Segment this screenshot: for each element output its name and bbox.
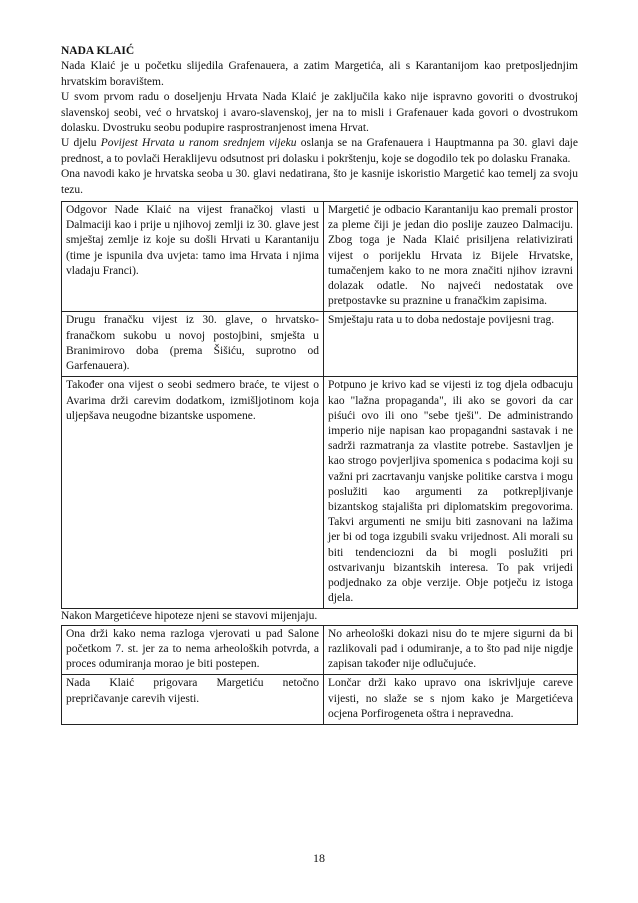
page-content [61, 44, 578, 725]
table-row [62, 312, 578, 377]
body-paragraph-4: Ona navodi kako je hrvatska seoba u 30. glavi nedatirana, što je kasnije iskoristio Margetić kao temelj za svoju tezu. [61, 168, 578, 196]
comparison-table-1 [61, 201, 578, 609]
table-cell-right: Potpuno je krivo kad se vijesti iz tog djela odbacuju kao "lažna propaganda", ili ako se govori da car piśući ovo ili ono "sebe tješi". De administrando imperio nije napisan kao propagandni sastavak i ne sadrži razmatranja za vlastite potrebe. Sastavljen je kao strogo povjerljiva spomenica s podacima koji su važni pri zacrtavanju vanjske politike carstva i mogu poslužiti kao argumenti za potkrepljivanje bizantskog stajališta pri diplomatskim pregovorima. Takvi argumenti ne smiju biti zasnovani na lažima jer bi od toga izgubili svaku vrijednost. Ali morali su biti tendenciozni da bi mogli poslužiti pri ostvarivanju bizantskih interesa. To pak vrijedi podjednako za obje verzije. Obje potječu iz istoga djela. [324, 377, 578, 609]
body-paragraph-3 [61, 136, 578, 167]
work-intro: U djelu [61, 137, 101, 150]
table-cell-left: Također ona vijest o seobi sedmero braće, te vijest o Avarima drži carevim dodatkom, izmišljotinom koja uljepšava neugodne bizantske uspomene. [62, 377, 324, 609]
section-heading: NADA KLAIĆ [61, 45, 135, 57]
table-row [62, 377, 578, 609]
table-row [62, 625, 578, 675]
table-cell-right: Margetić je odbacio Karantaniju kao premali prostor za pleme čiji je jedan dio poslije zauzeo Dalmaciju. Zbog toga je Nada Klaić prisiljena relativizirati vijest o porijeklu Hrvata iz Bijele Hrvatske, tumačenjem kako to ne mora značiti njihov izravni dolazak odatle. No najveći nedostatak ove pretpostavke su praznine u franačkim zapisima. [324, 202, 578, 312]
table-row [62, 675, 578, 725]
table-cell-left: Nada Klaić prigovara Margetiću netočno prepričavanje carevih vijesti. [62, 675, 324, 725]
table-cell-right: Lončar drži kako upravo ona iskrivljuje careve vijesti, no slaže se s njom kako je Margetićeva ocjena Porfirogeneta oštra i nepravedna. [324, 675, 578, 725]
table-cell-left: Odgovor Nade Klaić na vijest franačkoj vlasti u Dalmaciji kao i prije u njihovoj zemlji iz 30. glave jest smještaj zemlje iz koje su došli Hrvati u Karantaniju (time je ispunila dva uvjeta: tamo ima Hrvata i njima vladaju Franci). [62, 202, 324, 312]
body-paragraph-2: U svom prvom radu o doseljenju Hrvata Nada Klaić je zaključila kako nije ispravno govoriti o dvostrukoj slavenskoj seobi, već o hrvatskoj i avaro-slavenskoj, jer na to misli i Grafenauer kada govori o dvostrukom dolasku. Dvostruku seobu podupire rasprostranjenost imena Hrvat. [61, 91, 578, 135]
table-cell-left: Drugu franačku vijest iz 30. glave, o hrvatsko-franačkom sukobu u novoj postojbini, smješta u Branimirovo doba (prema Šišiću, suprotno od Garfenauera). [62, 312, 324, 377]
table-cell-right: No arheološki dokazi nisu do te mjere sigurni da bi razlikovali pad i odumiranje, a to što pad nije nigdje zapisan također nije odlučujuće. [324, 625, 578, 675]
page-number: 18 [313, 851, 325, 865]
table-cell-left: Ona drži kako nema razloga vjerovati u pad Salone početkom 7. st. jer za to nema arheoloških potvrda, a proces odumiranja morao je biti postepen. [62, 625, 324, 675]
body-paragraph-1: Nada Klaić je u početku slijedila Grafenauera, a zatim Margetića, ali s Karantanijom kao pretposljednjim hrvatskim boravištem. [61, 60, 578, 88]
table-row [62, 202, 578, 312]
work-title: Povijest Hrvata u ranom srednjem vijeku [100, 137, 297, 150]
transition-paragraph: Nakon Margetićeve hipoteze njeni se stavovi mijenjaju. [61, 610, 318, 623]
table-cell-right: Smještaju rata u to doba nedostaje povijesni trag. [324, 312, 578, 377]
work-rest: oslanja se na Grafenauera i Hauptmanna pa 30. glavi daje prednost, a to povlači Heraklijevu odsutnost pri dolasku i pokrštenju, koje se dogodilo tek po dolasku Franaka. [61, 137, 578, 165]
comparison-table-2 [61, 625, 578, 725]
